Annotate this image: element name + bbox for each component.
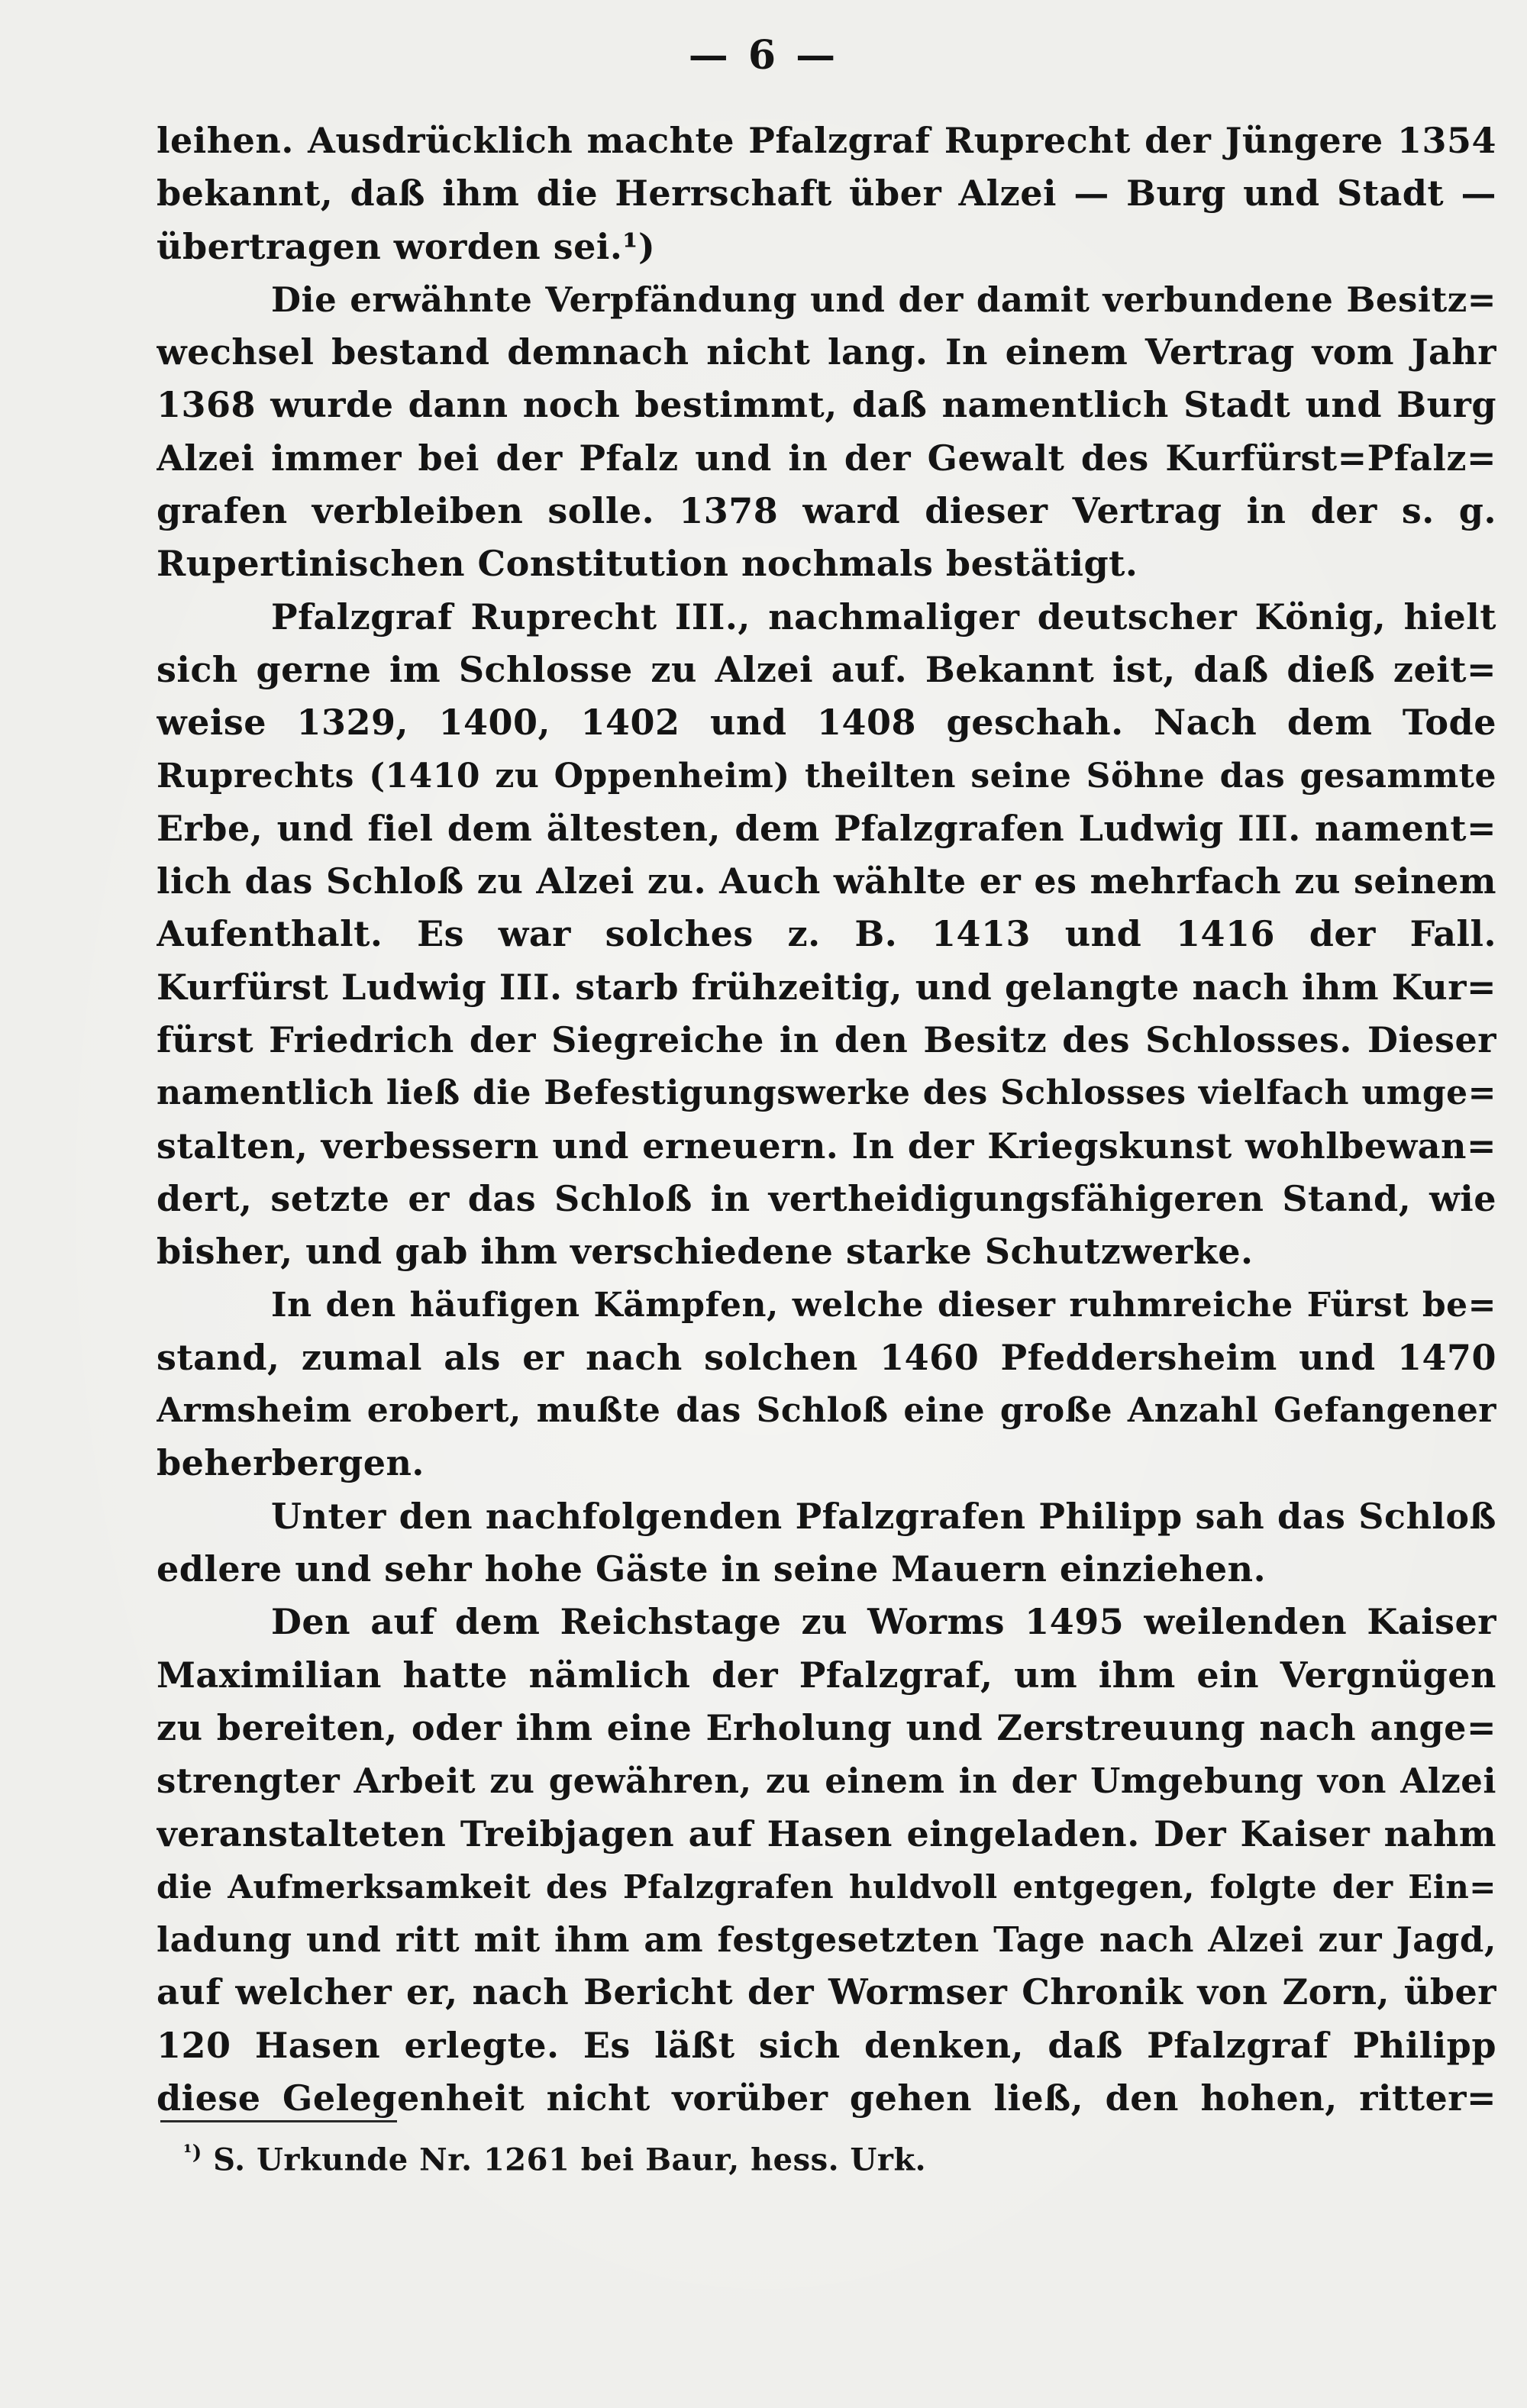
text-line: sich gerne im Schlosse zu Alzei auf. Bekannt ist, daß dieß zeit= [157,648,1496,690]
text-line: Maximilian hatte nämlich der Pfalzgraf, um ihm ein Vergnügen [157,1654,1496,1696]
text-line: Erbe, und fiel dem ältesten, dem Pfalzgrafen Ludwig III. nament= [157,807,1496,849]
text-line: leihen. Ausdrücklich machte Pfalzgraf Ruprecht der Jüngere 1354 [157,120,1496,161]
text-line: 1368 wurde dann noch bestimmt, daß namentlich Stadt und Burg [157,384,1496,426]
page-number: — 6 — [688,32,839,79]
text-line: diese Gelegenheit nicht vorüber gehen ließ, den hohen, ritter= [157,2077,1496,2119]
text-line: die Aufmerksamkeit des Pfalzgrafen huldvoll entgegen, folgte der Ein= [157,1867,1496,1906]
text-line: Unter den nachfolgenden Pfalzgrafen Philipp sah das Schloß [271,1495,1496,1537]
text-line: veranstalteten Treibjagen auf Hasen eingeladen. Der Kaiser nahm [157,1812,1496,1854]
text-line: Die erwähnte Verpfändung und der damit verbundene Besitz= [271,279,1496,320]
text-line: Kurfürst Ludwig III. starb frühzeitig, und gelangte nach ihm Kur= [157,966,1496,1008]
footnote-text: S. Urkunde Nr. 1261 bei Baur, hess. Urk. [213,2142,927,2178]
text-line: Aufenthalt. Es war solches z. B. 1413 und 1416 der Fall. [157,913,1496,955]
text-line: weise 1329, 1400, 1402 und 1408 geschah. Nach dem Tode [157,702,1496,744]
footnote [183,2142,926,2177]
footnote-divider [160,2120,397,2122]
text-line: edlere und sehr hohe Gäste in seine Mauern einziehen. [157,1548,1267,1590]
text-line: beherbergen. [157,1442,425,1484]
text-line: lich das Schloß zu Alzei zu. Auch wählte er es mehrfach zu seinem [157,860,1496,902]
text-line: zu bereiten, oder ihm eine Erholung und Zerstreuung nach ange= [157,1706,1496,1748]
text-line: Armsheim erobert, mußte das Schloß eine große Anzahl Gefangener [157,1391,1496,1431]
text-line: Den auf dem Reichstage zu Worms 1495 weilenden Kaiser [271,1601,1496,1643]
text-line: stalten, verbessern und erneuern. In der Kriegskunst wohlbewan= [157,1125,1496,1167]
text-line: ladung und ritt mit ihm am festgesetzten Tage nach Alzei zur Jagd, [157,1919,1496,1961]
text-line: Rupertinischen Constitution nochmals bestätigt. [157,543,1138,585]
text-line: grafen verbleiben solle. 1378 ward dieser Vertrag in der s. g. [157,490,1496,532]
footnote-marker: ¹) [183,2142,202,2164]
text-line: übertragen worden sei.¹) [157,225,656,267]
text-line: fürst Friedrich der Siegreiche in den Besitz des Schlosses. Dieser [157,1019,1496,1061]
text-line: 120 Hasen erlegte. Es läßt sich denken, daß Pfalzgraf Philipp [157,2024,1496,2066]
text-line: bekannt, daß ihm die Herrschaft über Alzei — Burg und Stadt — [157,173,1496,215]
text-line: namentlich ließ die Befestigungswerke des Schlosses vielfach umge= [157,1073,1496,1113]
text-line: bisher, und gab ihm verschiedene starke Schutzwerke. [157,1231,1254,1273]
text-line: strengter Arbeit zu gewähren, zu einem in der Umgebung von Alzei [157,1761,1496,1802]
text-line: dert, setzte er das Schloß in vertheidigungsfähigeren Stand, wie [157,1177,1496,1219]
body-text [157,115,1496,2125]
text-line: wechsel bestand demnach nicht lang. In einem Vertrag vom Jahr [157,331,1496,373]
text-line: stand, zumal als er nach solchen 1460 Pfeddersheim und 1470 [157,1336,1496,1378]
text-line: In den häufigen Kämpfen, welche dieser ruhmreiche Fürst be= [271,1285,1496,1325]
text-line: Ruprechts (1410 zu Oppenheim) theilten seine Söhne das gesammte [157,756,1496,796]
text-line: Pfalzgraf Ruprecht III., nachmaliger deutscher König, hielt [271,596,1496,638]
text-line: Alzei immer bei der Pfalz und in der Gewalt des Kurfürst=Pfalz= [157,437,1496,479]
text-line: auf welcher er, nach Bericht der Wormser Chronik von Zorn, über [157,1971,1496,2013]
